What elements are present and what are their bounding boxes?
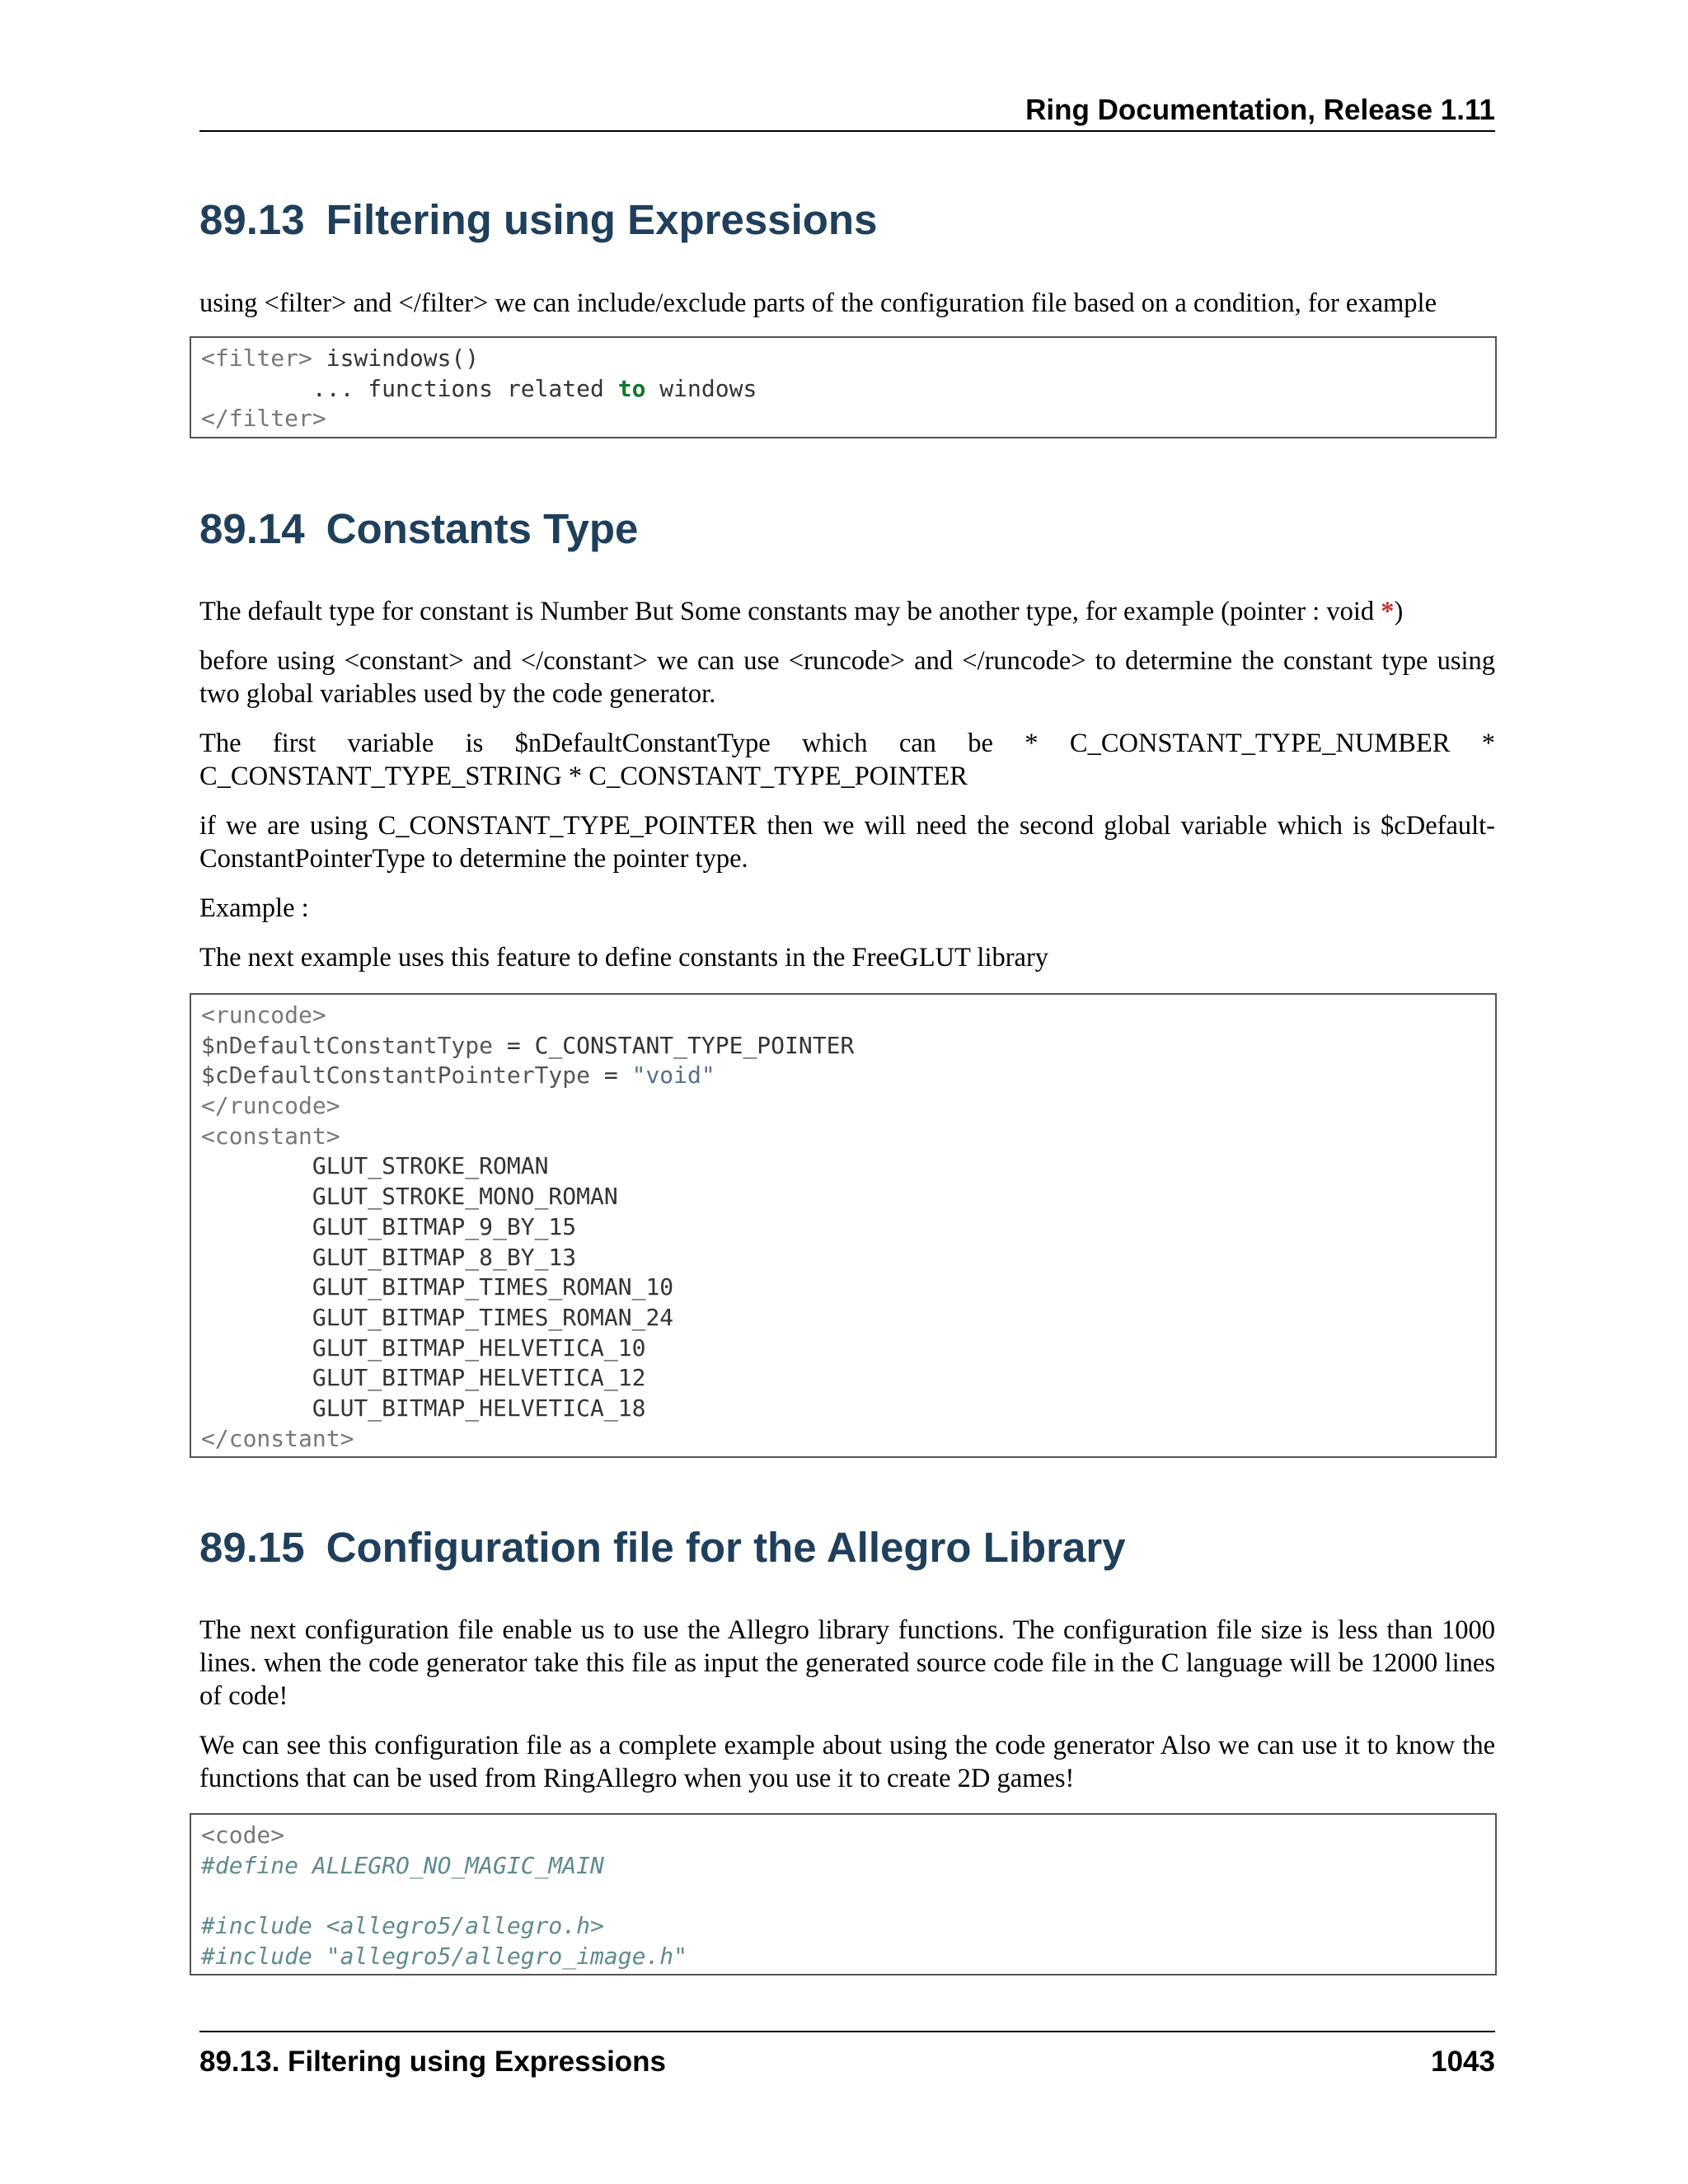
section-heading-allegro-config [199, 1522, 1126, 1573]
code-line: GLUT_BITMAP_TIMES_ROMAN_10 [201, 1273, 674, 1301]
section-title-text: Constants Type [326, 505, 639, 552]
page-number: 1043 [1431, 2046, 1495, 2078]
code-line: #define ALLEGRO_NO_MAGIC_MAIN [201, 1851, 604, 1879]
code-line: <runcode> [201, 1001, 326, 1029]
code-line: <filter> iswindows() [201, 344, 480, 372]
code-line: <code> [201, 1821, 285, 1849]
code-line: GLUT_BITMAP_HELVETICA_18 [201, 1394, 646, 1422]
code-line: <constant> [201, 1122, 340, 1150]
section-number: 89.14 [199, 505, 305, 552]
code-line: GLUT_BITMAP_9_BY_15 [201, 1212, 577, 1240]
code-line: $cDefaultConstantPointerType = "void" [201, 1062, 715, 1090]
code-block-allegro [190, 1813, 1497, 1975]
section-heading-constants-type [199, 504, 638, 555]
code-block-constants [190, 993, 1497, 1458]
paragraph: using <filter> and </filter> we can include/exclude parts of the configuration file based on a condition, for example [199, 288, 1437, 318]
paragraph: if we are using C_CONSTANT_TYPE_POINTER then we will need the second global variable which is $cDefault-ConstantPointerType to determine the pointer type. [199, 811, 1495, 874]
paragraph: We can see this configuration file as a complete example about using the code generator Also we can use it to know the functions that can be used from RingAllegro when you use it to create 2D games! [199, 1731, 1495, 1793]
code-line: </filter> [201, 405, 326, 433]
paragraph: The default type for constant is Number But Some constants may be another type, for example (pointer : void *) [199, 597, 1404, 626]
code-line [201, 1881, 1485, 1911]
code-line: GLUT_STROKE_ROMAN [201, 1152, 549, 1180]
code-block-filter [190, 336, 1497, 438]
code-line: </constant> [201, 1424, 354, 1452]
paragraph: Example : [199, 893, 309, 923]
code-line: GLUT_BITMAP_TIMES_ROMAN_24 [201, 1303, 674, 1331]
code-line: GLUT_BITMAP_8_BY_13 [201, 1243, 577, 1271]
paragraph: The next configuration file enable us to use the Allegro library functions. The configuration file size is less than 1000 lines. when the code generator take this file as input the generated source code file in the C language will be 12000 lines of code! [199, 1615, 1495, 1711]
section-number: 89.13 [199, 196, 305, 243]
section-title-text: Configuration file for the Allegro Library [326, 1524, 1126, 1571]
code-line: #include "allegro5/allegro_image.h" [201, 1942, 688, 1970]
paragraph: The next example uses this feature to define constants in the FreeGLUT library [199, 943, 1049, 972]
code-line: ... functions related to windows [201, 374, 757, 402]
section-title-text: Filtering using Expressions [326, 196, 878, 243]
section-heading-filtering [199, 194, 877, 246]
page-footer [199, 2031, 1495, 2080]
code-line: GLUT_STROKE_MONO_ROMAN [201, 1183, 618, 1211]
code-line: GLUT_BITMAP_HELVETICA_10 [201, 1333, 646, 1361]
code-line: GLUT_BITMAP_HELVETICA_12 [201, 1364, 646, 1392]
footer-section-title: 89.13. Filtering using Expressions [199, 2046, 667, 2078]
section-number: 89.15 [199, 1524, 305, 1571]
running-header: Ring Documentation, Release 1.11 [199, 92, 1495, 132]
paragraph: before using <constant> and </constant> we can use <runcode> and </runcode> to determine the constant type using two global variables used by the code generator. [199, 646, 1495, 709]
paragraph: The first variable is $nDefaultConstantType which can be * C_CONSTANT_TYPE_NUMBER * C_CONSTANT_TYPE_STRING * C_CONSTANT_TYPE_POINTER [199, 729, 1495, 791]
code-line: #include <allegro5/allegro.h> [201, 1912, 604, 1940]
code-line: $nDefaultConstantType = C_CONSTANT_TYPE_POINTER [201, 1031, 855, 1059]
code-line: </runcode> [201, 1092, 340, 1120]
